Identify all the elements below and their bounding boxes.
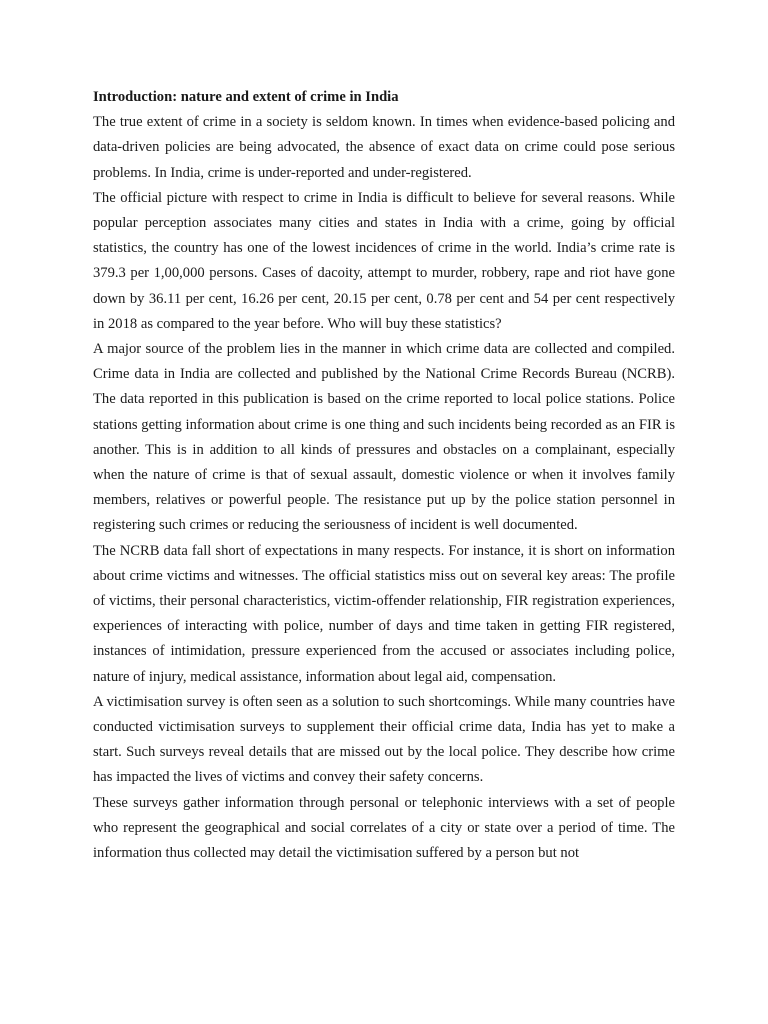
document-heading: Introduction: nature and extent of crime in India	[93, 89, 399, 105]
document-page	[93, 85, 675, 866]
paragraph-6: These surveys gather information through personal or telephonic interviews with a set of people who represent the geographical and social correlates of a city or state over a period of time. The information thus collected may detail the victimisation suffered by a person but not	[93, 794, 675, 862]
paragraph-2: The official picture with respect to crime in India is difficult to believe for several reasons. While popular perception associates many cities and states in India with a crime, going by official statistics, the country has one of the lowest incidences of crime in the world. India’s crime rate is 379.3 per 1,00,000 persons. Cases of dacoity, attempt to murder, robbery, rape and riot have gone down by 36.11 per cent, 16.26 per cent, 20.15 per cent, 0.78 per cent and 54 per cent respectively in 2018 as compared to the year before. Who will buy these statistics?	[93, 189, 675, 332]
paragraph-3: A major source of the problem lies in the manner in which crime data are collected and compiled. Crime data in India are collected and published by the National Crime Records Bureau (NCRB). The data reported in this publication is based on the crime reported to local police stations. Police stations getting information about crime is one thing and such incidents being recorded as an FIR is another. This is in addition to all kinds of pressures and obstacles on a complainant, especially when the nature of crime is that of sexual assault, domestic violence or when it involves family members, relatives or powerful people. The resistance put up by the police station personnel in registering such crimes or reducing the seriousness of incident is well documented.	[93, 341, 675, 534]
paragraph-1: The true extent of crime in a society is seldom known. In times when evidence-based policing and data-driven policies are being advocated, the absence of exact data on crime could pose serious problems. In India, crime is under-reported and under-registered.	[93, 114, 675, 181]
paragraph-5: A victimisation survey is often seen as a solution to such shortcomings. While many countries have conducted victimisation surveys to supplement their official crime data, India has yet to make a start. Such surveys reveal details that are missed out by the local police. They describe how crime has impacted the lives of victims and convey their safety concerns.	[93, 693, 675, 786]
paragraph-4: The NCRB data fall short of expectations in many respects. For instance, it is short on information about crime victims and witnesses. The official statistics miss out on several key areas: The profile of victims, their personal characteristics, victim-offender relationship, FIR registration experiences, experiences of interacting with police, number of days and time taken in getting FIR registered, instances of intimidation, pressure experienced from the accused or associates including police, nature of injury, medical assistance, information about legal aid, compensation.	[93, 542, 675, 685]
